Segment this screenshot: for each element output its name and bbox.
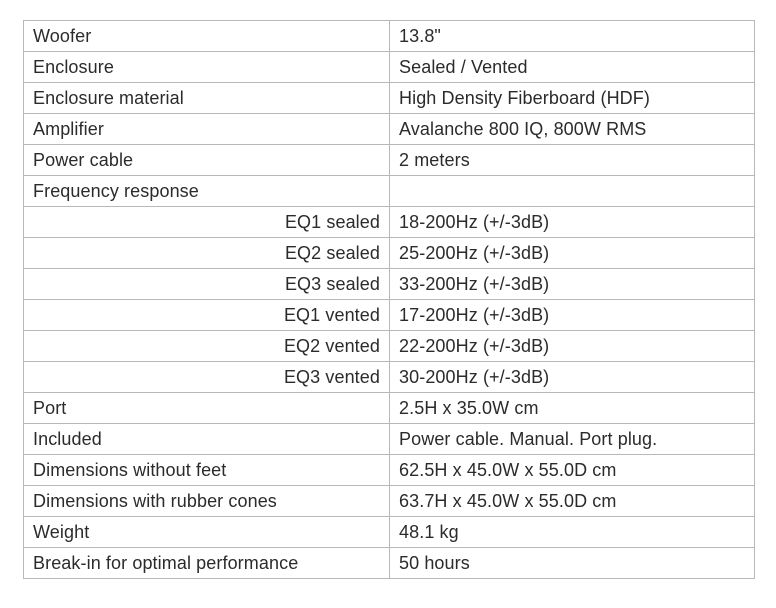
spec-value: 30-200Hz (+/-3dB)	[390, 362, 755, 393]
table-row	[24, 455, 755, 486]
spec-value: 2.5H x 35.0W cm	[390, 393, 755, 424]
table-row	[24, 21, 755, 52]
table-row	[24, 269, 755, 300]
spec-label: Dimensions with rubber cones	[24, 486, 390, 517]
spec-table-body	[24, 21, 755, 579]
table-row	[24, 362, 755, 393]
table-row	[24, 517, 755, 548]
spec-label: EQ3 vented	[24, 362, 390, 393]
spec-label: Weight	[24, 517, 390, 548]
spec-value: 62.5H x 45.0W x 55.0D cm	[390, 455, 755, 486]
spec-label: Woofer	[24, 21, 390, 52]
spec-value: 48.1 kg	[390, 517, 755, 548]
table-row	[24, 145, 755, 176]
spec-value: High Density Fiberboard (HDF)	[390, 83, 755, 114]
table-row	[24, 486, 755, 517]
spec-value: 22-200Hz (+/-3dB)	[390, 331, 755, 362]
table-row	[24, 393, 755, 424]
table-row	[24, 238, 755, 269]
spec-label: EQ1 sealed	[24, 207, 390, 238]
spec-label: Frequency response	[24, 176, 390, 207]
table-row	[24, 207, 755, 238]
table-row	[24, 331, 755, 362]
table-row	[24, 424, 755, 455]
spec-value: Avalanche 800 IQ, 800W RMS	[390, 114, 755, 145]
spec-value: 50 hours	[390, 548, 755, 579]
spec-value: 18-200Hz (+/-3dB)	[390, 207, 755, 238]
table-row	[24, 83, 755, 114]
spec-label: Break-in for optimal performance	[24, 548, 390, 579]
spec-label: EQ1 vented	[24, 300, 390, 331]
spec-value: 17-200Hz (+/-3dB)	[390, 300, 755, 331]
spec-value: 13.8"	[390, 21, 755, 52]
spec-table	[23, 20, 755, 579]
spec-label: Enclosure	[24, 52, 390, 83]
spec-label: Amplifier	[24, 114, 390, 145]
spec-value: Sealed / Vented	[390, 52, 755, 83]
spec-value: 63.7H x 45.0W x 55.0D cm	[390, 486, 755, 517]
spec-label: EQ3 sealed	[24, 269, 390, 300]
spec-label: Included	[24, 424, 390, 455]
spec-label: Port	[24, 393, 390, 424]
spec-value: Power cable. Manual. Port plug.	[390, 424, 755, 455]
table-row	[24, 176, 755, 207]
spec-label: EQ2 sealed	[24, 238, 390, 269]
table-row	[24, 300, 755, 331]
spec-label: EQ2 vented	[24, 331, 390, 362]
table-row	[24, 52, 755, 83]
spec-value: 2 meters	[390, 145, 755, 176]
spec-label: Dimensions without feet	[24, 455, 390, 486]
spec-value	[390, 176, 755, 207]
spec-value: 33-200Hz (+/-3dB)	[390, 269, 755, 300]
spec-value: 25-200Hz (+/-3dB)	[390, 238, 755, 269]
table-row	[24, 114, 755, 145]
spec-label: Enclosure material	[24, 83, 390, 114]
spec-label: Power cable	[24, 145, 390, 176]
table-row	[24, 548, 755, 579]
